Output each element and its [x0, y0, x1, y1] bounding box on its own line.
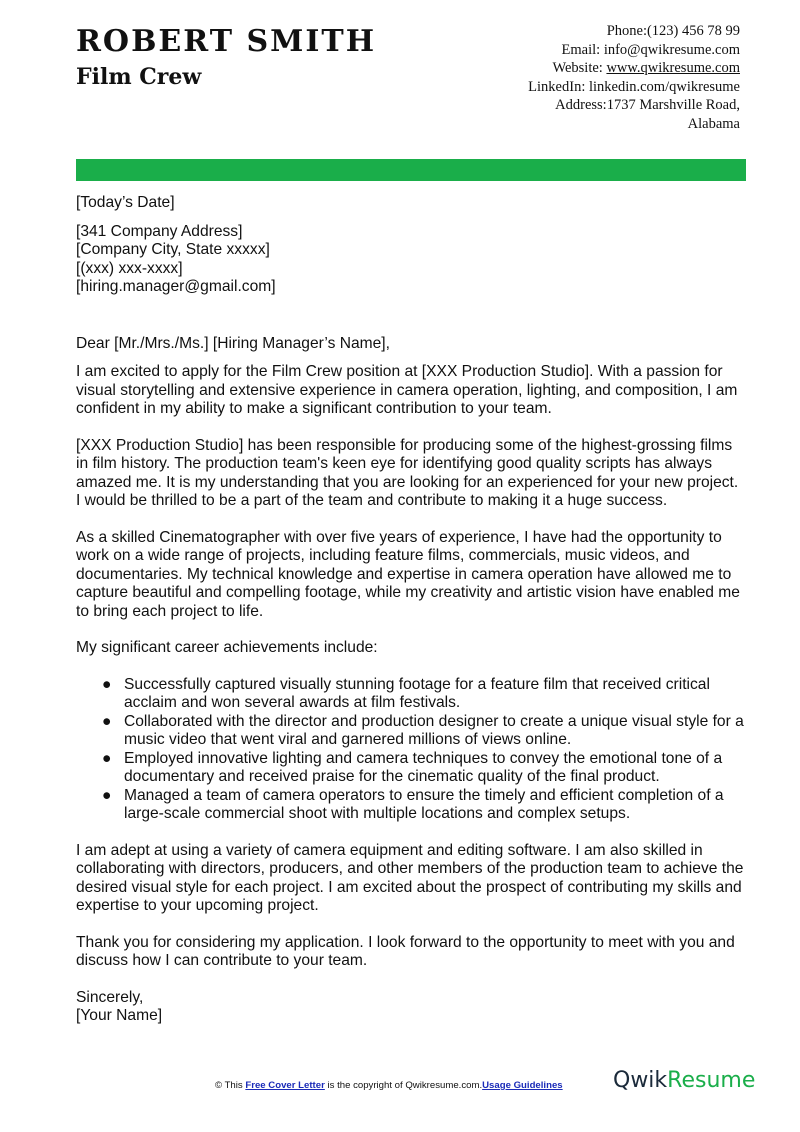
email-text: Email: info@qwikresume.com — [561, 41, 740, 58]
signoff: Sincerely, — [76, 988, 144, 1006]
linkedin-text: LinkedIn: linkedin.com/qwikresume — [528, 78, 740, 95]
phone-text: Phone:(123) 456 78 99 — [606, 23, 740, 39]
list-item — [76, 787, 746, 824]
contact-block — [440, 22, 740, 134]
free-cover-letter-link[interactable]: Free Cover Letter — [245, 1080, 325, 1091]
website-label: Website: — [552, 60, 607, 77]
usage-guidelines-link[interactable]: Usage Guidelines — [482, 1080, 563, 1091]
website-link[interactable]: www.qwikresume.com — [606, 60, 740, 77]
copyright-icon: © — [215, 1080, 223, 1091]
logo-part-resume: Resume — [667, 1068, 756, 1093]
recipient-phone: [(xxx) xxx-xxxx] — [76, 259, 183, 277]
list-item — [76, 676, 746, 713]
applicant-name: ROBERT SMITH — [76, 24, 377, 59]
paragraph-skills: I am adept at using a variety of camera equipment and editing software. I am also skilled in collaborating with directors, producers, and other members of the production team to achieve the desired visual style for each project. I am excited about the prospect of contributing my skills and expertise to your upcoming project. — [76, 841, 744, 914]
accent-divider-bar — [76, 159, 746, 181]
paragraph-thanks: Thank you for considering my application. I look forward to the opportunity to meet with you and discuss how I can contribute to your team. — [76, 933, 735, 969]
letter-date: [Today’s Date] — [76, 194, 175, 211]
recipient-city-state: [Company City, State xxxxx] — [76, 241, 270, 258]
qwikresume-logo — [613, 1068, 755, 1093]
achievements-list — [76, 676, 746, 824]
recipient-block — [76, 223, 746, 297]
paragraph-company: [XXX Production Studio] has been responsible for producing some of the highest-grossing films in film history. The production team's keen eye for identifying good quality scripts has always amazed me. It is my understanding that you are looking for an experienced for your new project. I would be thrilled to be a part of the team and contribute to making it a huge success. — [76, 436, 739, 509]
paragraph-experience: As a skilled Cinematographer with over five years of experience, I have had the opportunity to work on a wide range of projects, including feature films, commercials, music videos, and documentaries. My technical knowledge and expertise in camera operation have allowed me to capture beautiful and compelling footage, while my creativity and artistic vision have enabled me to bring each project to life. — [76, 528, 740, 620]
achievement-text: Employed innovative lighting and camera techniques to convey the emotional tone of a documentary and received praise for the cinematic quality of the final product. — [124, 749, 723, 785]
paragraph-intro: I am excited to apply for the Film Crew position at [XXX Production Studio]. With a passion for visual storytelling and extensive experience in camera operation, lighting, and composition, I am confident in my ability to make a significant contribution to your team. — [76, 363, 738, 417]
job-title: Film Crew — [76, 64, 202, 90]
signature-name: [Your Name] — [76, 1007, 163, 1024]
website-text — [440, 59, 740, 78]
list-item — [76, 750, 746, 787]
footer-text-start: This — [222, 1080, 246, 1091]
recipient-address: [341 Company Address] — [76, 222, 243, 240]
recipient-email: [hiring.manager@gmail.com] — [76, 278, 276, 295]
address-line-2: Alabama — [687, 115, 740, 132]
bullet-icon: ● — [102, 749, 112, 767]
footer-text-middle: is the copyright of Qwikresume.com. — [324, 1080, 483, 1091]
achievement-text: Collaborated with the director and production designer to create a unique visual style for a music video that went viral and garnered millions of views online. — [124, 712, 744, 748]
salutation: Dear [Mr./Mrs./Ms.] [Hiring Manager’s Name], — [76, 334, 390, 352]
logo-part-qwik: Qwik — [613, 1068, 668, 1093]
bullet-icon: ● — [102, 712, 112, 730]
achievement-text: Successfully captured visually stunning footage for a feature film that received critical acclaim and won several awards at film festivals. — [124, 675, 710, 711]
achievements-intro: My significant career achievements include: — [76, 639, 378, 656]
bullet-icon: ● — [102, 675, 112, 693]
address-line-1: Address:1737 Marshville Road, — [555, 97, 740, 114]
letter-body — [76, 194, 746, 1026]
list-item — [76, 713, 746, 750]
bullet-icon: ● — [102, 786, 112, 804]
footer-copyright — [215, 1080, 563, 1091]
achievement-text: Managed a team of camera operators to ensure the timely and efficient completion of a large-scale commercial shoot with multiple locations and complex setups. — [124, 786, 724, 822]
